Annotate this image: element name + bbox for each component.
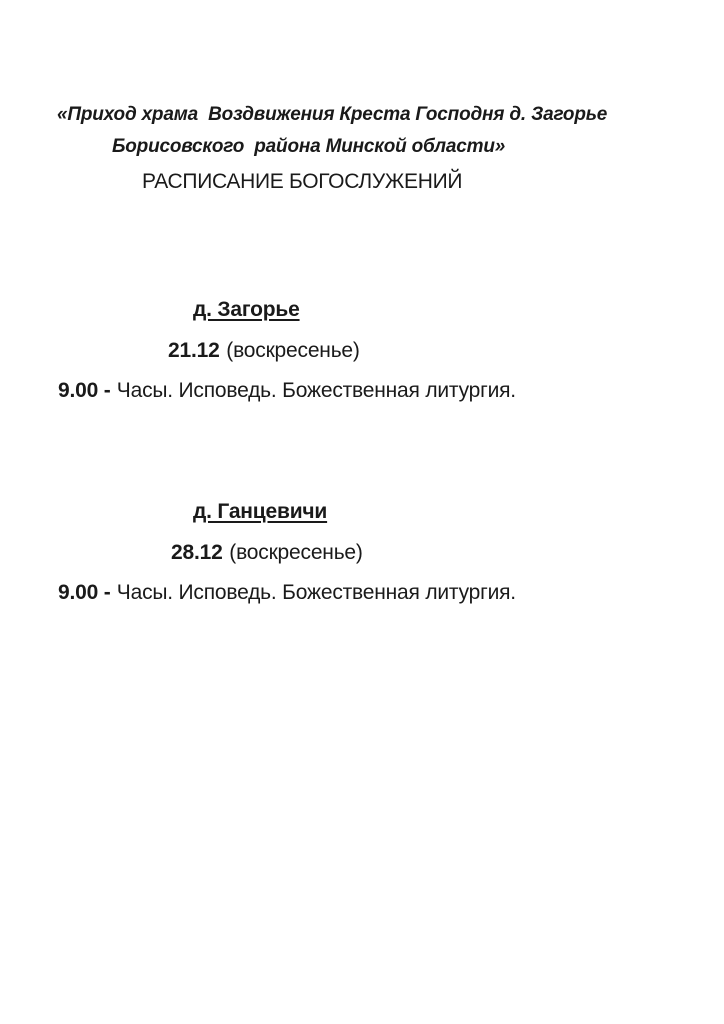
service-date-line [171,540,363,565]
service-day: (воскресенье) [229,541,363,564]
service-date: 28.12 [171,541,223,564]
service-description: Часы. Исповедь. Божественная литургия. [116,379,516,402]
service-description: Часы. Исповедь. Божественная литургия. [116,581,516,604]
section-location-gantsevichi: д. Ганцевичи [193,500,328,523]
parish-title-line-1: «Приход храма Воздвижения Креста Господня д. Загорье [57,104,608,125]
service-time: 9.00 - [58,581,111,604]
service-day: (воскресенье) [226,339,360,362]
service-entry [58,580,516,605]
service-entry [58,378,516,403]
service-time: 9.00 - [58,379,111,402]
schedule-heading: РАСПИСАНИЕ БОГОСЛУЖЕНИЙ [142,170,463,193]
section-location-zagorye: д. Загорье [193,298,300,321]
service-date: 21.12 [168,339,220,362]
parish-title-line-2: Борисовского района Минской области» [112,136,506,157]
service-date-line [168,338,360,363]
